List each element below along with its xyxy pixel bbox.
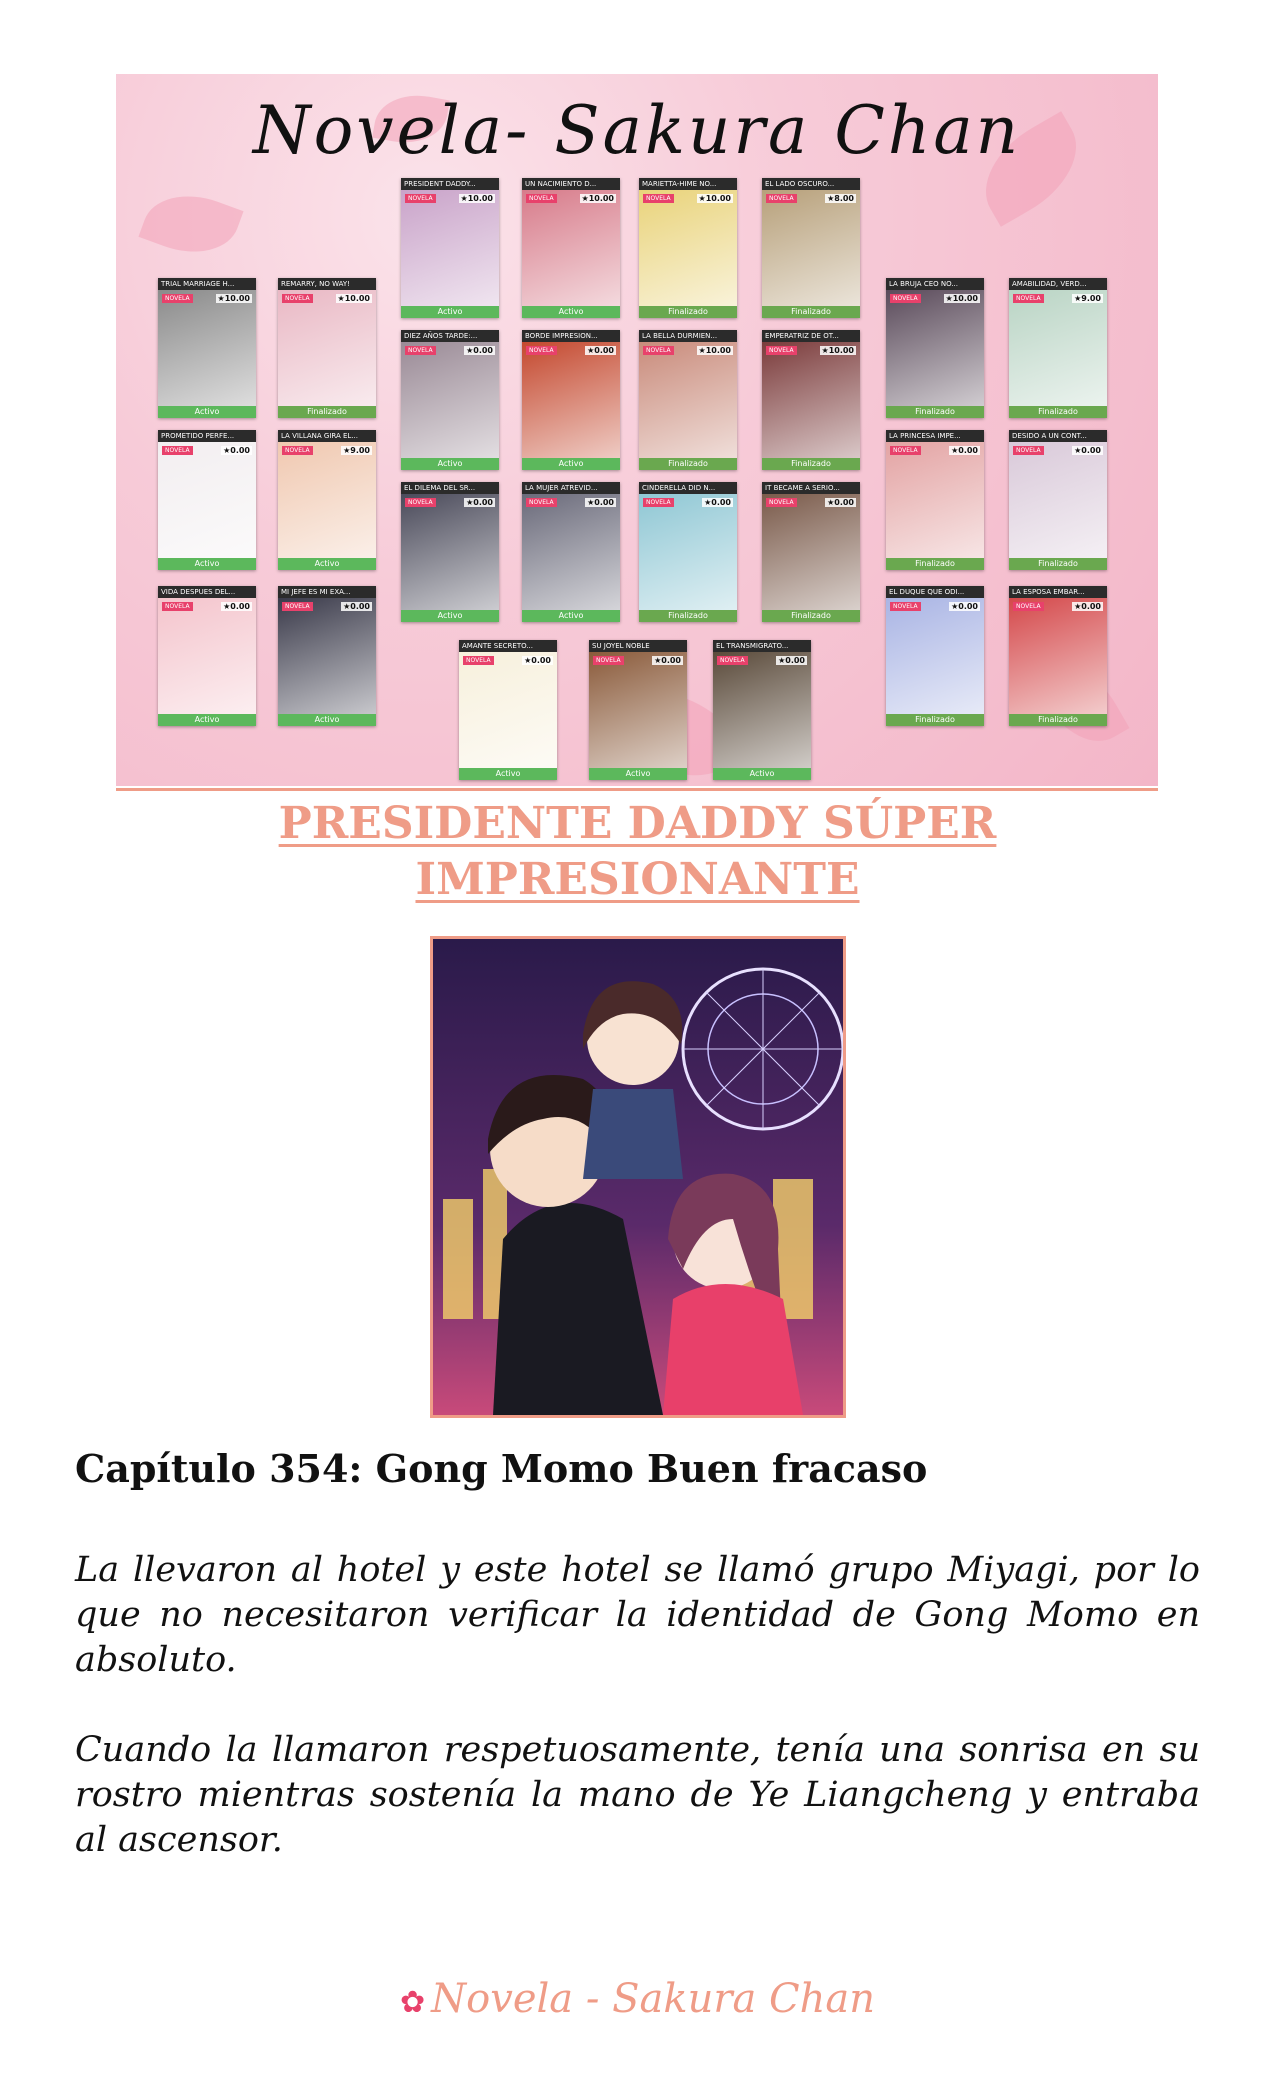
novel-name: UN NACIMIENTO D...	[522, 178, 620, 190]
novel-name: LA ESPOSA EMBAR...	[1009, 586, 1107, 598]
novel-status: Activo	[713, 768, 811, 780]
novel-status: Activo	[522, 458, 620, 470]
novel-rating: ★10.00	[460, 194, 493, 203]
novel-name: EMPERATRIZ DE OT...	[762, 330, 860, 342]
novel-tag: NOVELA	[766, 194, 797, 203]
novel-name: AMANTE SECRETO...	[459, 640, 557, 652]
novel-cover-tile[interactable]	[713, 640, 811, 780]
novel-name: EL DUQUE QUE ODI...	[886, 586, 984, 598]
novel-rating: ★0.00	[223, 602, 250, 611]
novel-tag: NOVELA	[593, 656, 624, 665]
novel-cover-tile[interactable]	[886, 430, 984, 570]
novel-rating: ★10.00	[821, 346, 854, 355]
novel-cover-tile[interactable]	[1009, 278, 1107, 418]
novel-tag: NOVELA	[1013, 294, 1044, 303]
novel-cover-art	[639, 494, 737, 610]
novel-name: DIEZ AÑOS TARDE:...	[401, 330, 499, 342]
petal-decoration	[138, 180, 243, 267]
novel-tag: NOVELA	[526, 346, 557, 355]
novel-name: DESIDO A UN CONT...	[1009, 430, 1107, 442]
novel-rating: ★10.00	[337, 294, 370, 303]
novel-cover-art	[886, 290, 984, 406]
novel-rating: ★0.00	[466, 346, 493, 355]
novel-status: Activo	[158, 406, 256, 418]
novel-tag: NOVELA	[643, 346, 674, 355]
novel-status: Activo	[401, 306, 499, 318]
novel-status: Activo	[278, 714, 376, 726]
novel-cover-art	[639, 342, 737, 458]
novel-status: Activo	[401, 610, 499, 622]
novel-status: Finalizado	[762, 306, 860, 318]
novel-status: Activo	[522, 610, 620, 622]
novel-rating: ★10.00	[217, 294, 250, 303]
novel-rating: ★9.00	[343, 446, 370, 455]
novel-name: LA PRINCESA IMPE...	[886, 430, 984, 442]
novel-tag: NOVELA	[282, 446, 313, 455]
novel-rating: ★10.00	[698, 194, 731, 203]
novel-tag: NOVELA	[766, 498, 797, 507]
novel-cover-tile[interactable]	[1009, 586, 1107, 726]
novel-tag: NOVELA	[526, 498, 557, 507]
novel-cover-tile[interactable]	[158, 586, 256, 726]
novel-status: Finalizado	[1009, 714, 1107, 726]
novel-cover-tile[interactable]	[639, 178, 737, 318]
novel-name: EL DILEMA DEL SR...	[401, 482, 499, 494]
novel-cover-art	[762, 494, 860, 610]
novel-cover-tile[interactable]	[762, 330, 860, 470]
novel-name: LA MUJER ATREVID...	[522, 482, 620, 494]
novel-name: TRIAL MARRIAGE H...	[158, 278, 256, 290]
novel-title[interactable]: PRESIDENTE DADDY SÚPER IMPRESIONANTE	[278, 798, 997, 905]
novel-status: Finalizado	[278, 406, 376, 418]
novel-name: VIDA DESPUES DEL...	[158, 586, 256, 598]
novel-status: Finalizado	[886, 714, 984, 726]
novel-name: MARIETTA-HIME NO...	[639, 178, 737, 190]
novel-tag: NOVELA	[282, 602, 313, 611]
novel-cover-art	[522, 494, 620, 610]
novel-cover-tile[interactable]	[639, 482, 737, 622]
novel-cover-tile[interactable]	[278, 278, 376, 418]
novel-tag: NOVELA	[162, 294, 193, 303]
novel-rating: ★0.00	[587, 498, 614, 507]
novel-cover-art	[1009, 598, 1107, 714]
novel-tag: NOVELA	[405, 498, 436, 507]
novel-cover-tile[interactable]	[1009, 430, 1107, 570]
novel-status: Finalizado	[639, 306, 737, 318]
novel-name: REMARRY, NO WAY!	[278, 278, 376, 290]
novel-cover-tile[interactable]	[762, 482, 860, 622]
novel-tag: NOVELA	[890, 294, 921, 303]
novel-cover-tile[interactable]	[401, 178, 499, 318]
cover-image	[430, 936, 846, 1418]
novel-cover-tile[interactable]	[886, 278, 984, 418]
novel-rating: ★0.00	[524, 656, 551, 665]
novel-rating: ★8.00	[827, 194, 854, 203]
novel-tag: NOVELA	[405, 346, 436, 355]
novel-status: Activo	[401, 458, 499, 470]
novel-rating: ★0.00	[1074, 602, 1101, 611]
novel-rating: ★0.00	[827, 498, 854, 507]
novel-tag: NOVELA	[717, 656, 748, 665]
novel-cover-art	[713, 652, 811, 768]
novel-cover-tile[interactable]	[762, 178, 860, 318]
novel-cover-art	[762, 190, 860, 306]
footer-watermark	[0, 1976, 1275, 2022]
novel-name: AMABILIDAD, VERD...	[1009, 278, 1107, 290]
chapter-title: Capítulo 354: Gong Momo Buen fracaso	[75, 1446, 928, 1491]
footer-text: Novela - Sakura Chan	[431, 1976, 875, 2022]
novel-cover-tile[interactable]	[401, 482, 499, 622]
novel-cover-tile[interactable]	[886, 586, 984, 726]
novel-cover-art	[401, 494, 499, 610]
novel-status: Activo	[158, 558, 256, 570]
novel-status: Finalizado	[1009, 406, 1107, 418]
novel-name: LA VILLANA GIRA EL...	[278, 430, 376, 442]
divider	[116, 788, 1158, 791]
novel-tag: NOVELA	[766, 346, 797, 355]
novel-cover-art	[278, 598, 376, 714]
novel-rating: ★0.00	[343, 602, 370, 611]
novel-name: LA BRUJA CEO NO...	[886, 278, 984, 290]
novel-name: CINDERELLA DID N...	[639, 482, 737, 494]
novel-cover-art	[278, 290, 376, 406]
novel-cover-art	[639, 190, 737, 306]
novel-cover-tile[interactable]	[401, 330, 499, 470]
novel-rating: ★0.00	[1074, 446, 1101, 455]
banner-title: Novela- Sakura Chan	[252, 92, 1022, 169]
novel-cover-tile[interactable]	[639, 330, 737, 470]
novel-rating: ★10.00	[698, 346, 731, 355]
novel-cover-tile[interactable]	[158, 430, 256, 570]
novel-name: PROMETIDO PERFE...	[158, 430, 256, 442]
novel-cover-art	[158, 598, 256, 714]
novel-rating: ★0.00	[223, 446, 250, 455]
novel-status: Finalizado	[762, 458, 860, 470]
novel-cover-art	[1009, 290, 1107, 406]
novel-status: Finalizado	[1009, 558, 1107, 570]
paragraph: La llevaron al hotel y este hotel se llamó grupo Miyagi, por lo que no necesitaron verificar la identidad de Gong Momo en absoluto.	[75, 1550, 1200, 1680]
novel-status: Finalizado	[886, 406, 984, 418]
novel-status: Activo	[589, 768, 687, 780]
novel-rating: ★0.00	[704, 498, 731, 507]
novel-cover-tile[interactable]	[278, 430, 376, 570]
flower-icon: ✿	[400, 1985, 426, 2020]
novel-rating: ★10.00	[945, 294, 978, 303]
novel-rating: ★0.00	[778, 656, 805, 665]
novel-rating: ★0.00	[951, 446, 978, 455]
novel-rating: ★0.00	[587, 346, 614, 355]
novel-cover-tile[interactable]	[158, 278, 256, 418]
novel-cover-tile[interactable]	[459, 640, 557, 780]
novel-cover-art	[522, 342, 620, 458]
novel-cover-art	[401, 190, 499, 306]
novel-status: Activo	[278, 558, 376, 570]
novel-name: EL LADO OSCURO...	[762, 178, 860, 190]
novel-cover-art	[589, 652, 687, 768]
novel-cover-art	[886, 598, 984, 714]
novel-tag: NOVELA	[526, 194, 557, 203]
novel-tag: NOVELA	[282, 294, 313, 303]
novel-cover-tile[interactable]	[278, 586, 376, 726]
novel-cover-art	[401, 342, 499, 458]
novel-tag: NOVELA	[162, 446, 193, 455]
novel-name: PRESIDENT DADDY...	[401, 178, 499, 190]
novel-tag: NOVELA	[162, 602, 193, 611]
novel-rating: ★10.00	[581, 194, 614, 203]
novel-rating: ★9.00	[1074, 294, 1101, 303]
novel-status: Activo	[158, 714, 256, 726]
novel-tag: NOVELA	[463, 656, 494, 665]
novel-status: Finalizado	[639, 458, 737, 470]
novel-cover-art	[158, 290, 256, 406]
novel-tag: NOVELA	[1013, 446, 1044, 455]
novel-status: Finalizado	[639, 610, 737, 622]
novel-name: BORDE IMPRESION...	[522, 330, 620, 342]
novel-tag: NOVELA	[643, 498, 674, 507]
novel-cover-art	[1009, 442, 1107, 558]
novel-cover-art	[278, 442, 376, 558]
novel-cover-tile[interactable]	[522, 330, 620, 470]
novel-status: Activo	[459, 768, 557, 780]
novel-name: LA BELLA DURMIEN...	[639, 330, 737, 342]
novel-name: MI JEFE ES MI EXA...	[278, 586, 376, 598]
novel-status: Finalizado	[762, 610, 860, 622]
novel-cover-art	[158, 442, 256, 558]
banner	[116, 74, 1158, 786]
novel-tag: NOVELA	[890, 602, 921, 611]
novel-rating: ★0.00	[466, 498, 493, 507]
novel-cover-art	[522, 190, 620, 306]
novel-cover-art	[886, 442, 984, 558]
novel-name: IT BECAME A SERIO...	[762, 482, 860, 494]
novel-cover-tile[interactable]	[522, 178, 620, 318]
novel-cover-art	[459, 652, 557, 768]
novel-tag: NOVELA	[890, 446, 921, 455]
novel-cover-art	[762, 342, 860, 458]
novel-name: SU JOYEL NOBLE	[589, 640, 687, 652]
novel-status: Activo	[522, 306, 620, 318]
novel-name: EL TRANSMIGRATO...	[713, 640, 811, 652]
novel-cover-tile[interactable]	[522, 482, 620, 622]
novel-tag: NOVELA	[405, 194, 436, 203]
novel-tag: NOVELA	[643, 194, 674, 203]
novel-rating: ★0.00	[654, 656, 681, 665]
novel-cover-tile[interactable]	[589, 640, 687, 780]
novel-tag: NOVELA	[1013, 602, 1044, 611]
novel-status: Finalizado	[886, 558, 984, 570]
paragraph: Cuando la llamaron respetuosamente, tenía una sonrisa en su rostro mientras sostenía la mano de Ye Liangcheng y entraba al ascensor.	[75, 1730, 1200, 1860]
novel-rating: ★0.00	[951, 602, 978, 611]
